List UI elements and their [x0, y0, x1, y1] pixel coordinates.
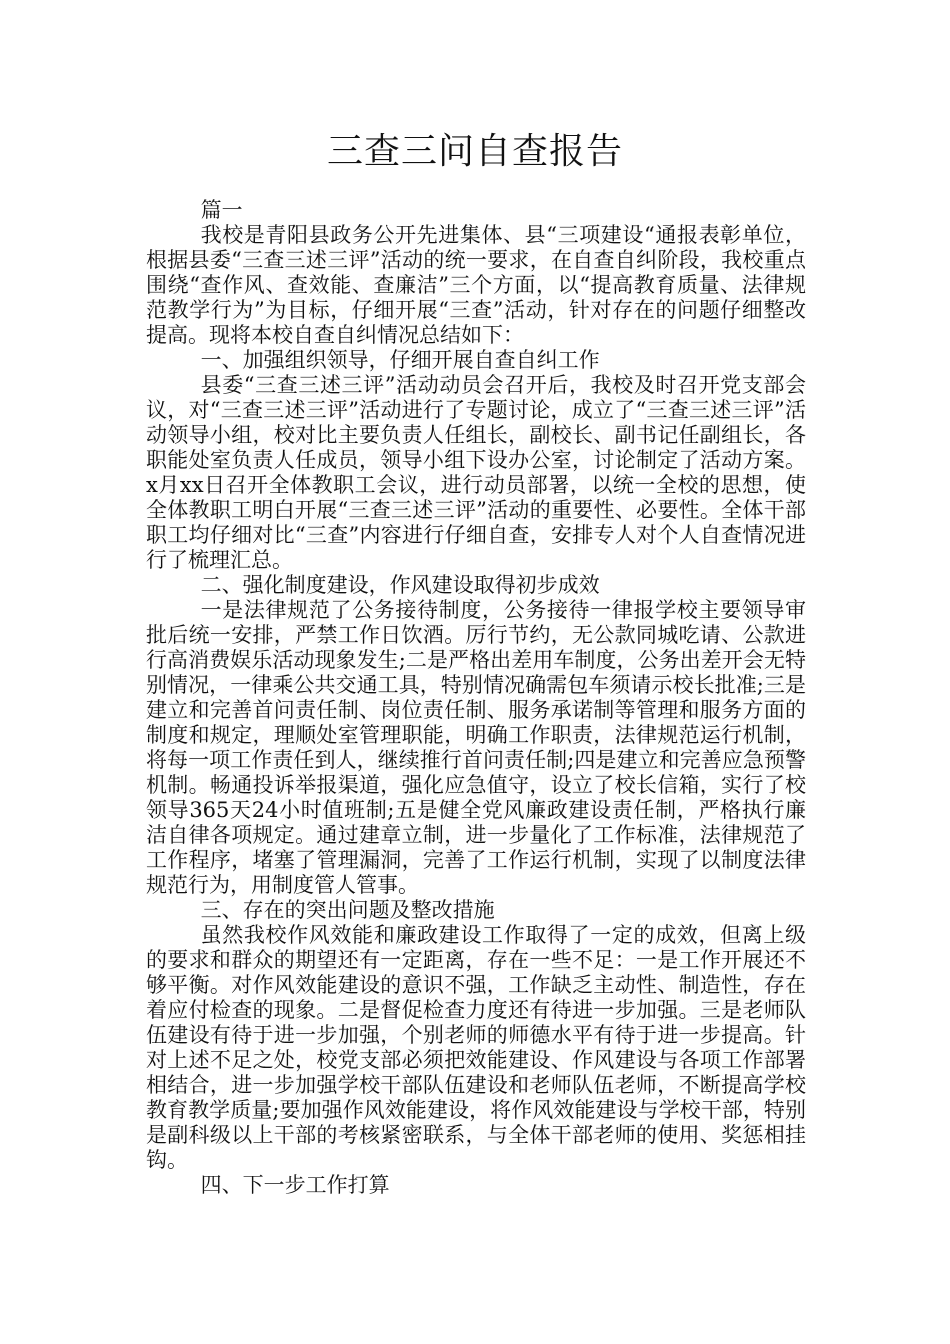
intro-paragraph: 我校是青阳县政务公开先进集体、县“三项建设“通报表彰单位，根据县委“三查三述三评”活动的统一要求，在自查自纠阶段，我校重点围绕“查作风、查效能、查廉洁”三个方面，以“提高教育质量、法律规范教学行为”为目标，仔细开展“三查”活动，针对存在的问题仔细整改提高。现将本校自查自纠情况总结如下： [146, 223, 806, 347]
section-heading-4: 四、下一步工作打算 [200, 1173, 390, 1197]
section-label: 篇一 [200, 198, 243, 222]
document-title: 三查三问自查报告 [326, 131, 623, 172]
section-paragraph-2: 一是法律规范了公务接待制度，公务接待一律报学校主要领导审批后统一安排，严禁工作日饮酒。厉行节约，无公款同城吃请、公款进行高消费娱乐活动现象发生;二是严格出差用车制度，公务出差开会无特别情况，一律乘公共交通工具，特别情况确需包车须请示校长批准;三是建立和完善首问责任制、岗位责任制、服务承诺制等管理和服务方面的制度和规定，理顺处室管理职能，明确工作职责，法律规范运行机制，将每一项工作责任到人，继续推行首问责任制;四是建立和完善应急预警机制。畅通投诉举报渠道，强化应急值守，设立了校长信箱，实行了校领导365天24小时值班制;五是健全党风廉政建设责任制，严格执行廉洁自律各项规定。通过建章立制，进一步量化了工作标准，法律规范了工作程序，堵塞了管理漏洞，完善了工作运行机制，实现了以制度法律规范行为，用制度管人管事。 [146, 598, 806, 897]
document-body [146, 198, 806, 1198]
section-heading-3: 三、存在的突出问题及整改措施 [200, 898, 495, 922]
section-heading-2: 二、强化制度建设，作风建设取得初步成效 [200, 573, 600, 597]
section-heading-1: 一、加强组织领导，仔细开展自查自纠工作 [200, 348, 600, 372]
section-paragraph-1: 县委“三查三述三评”活动动员会召开后，我校及时召开党支部会议，对“三查三述三评”活动进行了专题讨论，成立了“三查三述三评”活动领导小组，校对比主要负责人任组长，副校长、副书记任副组长，各职能处室负责人任成员，领导小组下设办公室，讨论制定了活动方案。x月xx日召开全体教职工会议，进行动员部署，以统一全校的思想，使全体教职工明白开展“三查三述三评”活动的重要性、必要性。全体干部职工均仔细对比“三查”内容进行仔细自查，安排专人对个人自查情况进行了梳理汇总。 [146, 373, 806, 572]
section-paragraph-3: 虽然我校作风效能和廉政建设工作取得了一定的成效，但离上级的要求和群众的期望还有一定距离，存在一些不足：一是工作开展还不够平衡。对作风效能建设的意识不强，工作缺乏主动性、制造性，存在着应付检查的现象。二是督促检查力度还有待进一步加强。三是老师队伍建设有待于进一步加强，个别老师的师德水平有待于进一步提高。针对上述不足之处，校党支部必须把效能建设、作风建设与各项工作部署相结合，进一步加强学校干部队伍建设和老师队伍老师，不断提高学校教育教学质量;要加强作风效能建设，将作风效能建设与学校干部，特别是副科级以上干部的考核紧密联系，与全体干部老师的使用、奖惩相挂钩。 [146, 923, 806, 1172]
